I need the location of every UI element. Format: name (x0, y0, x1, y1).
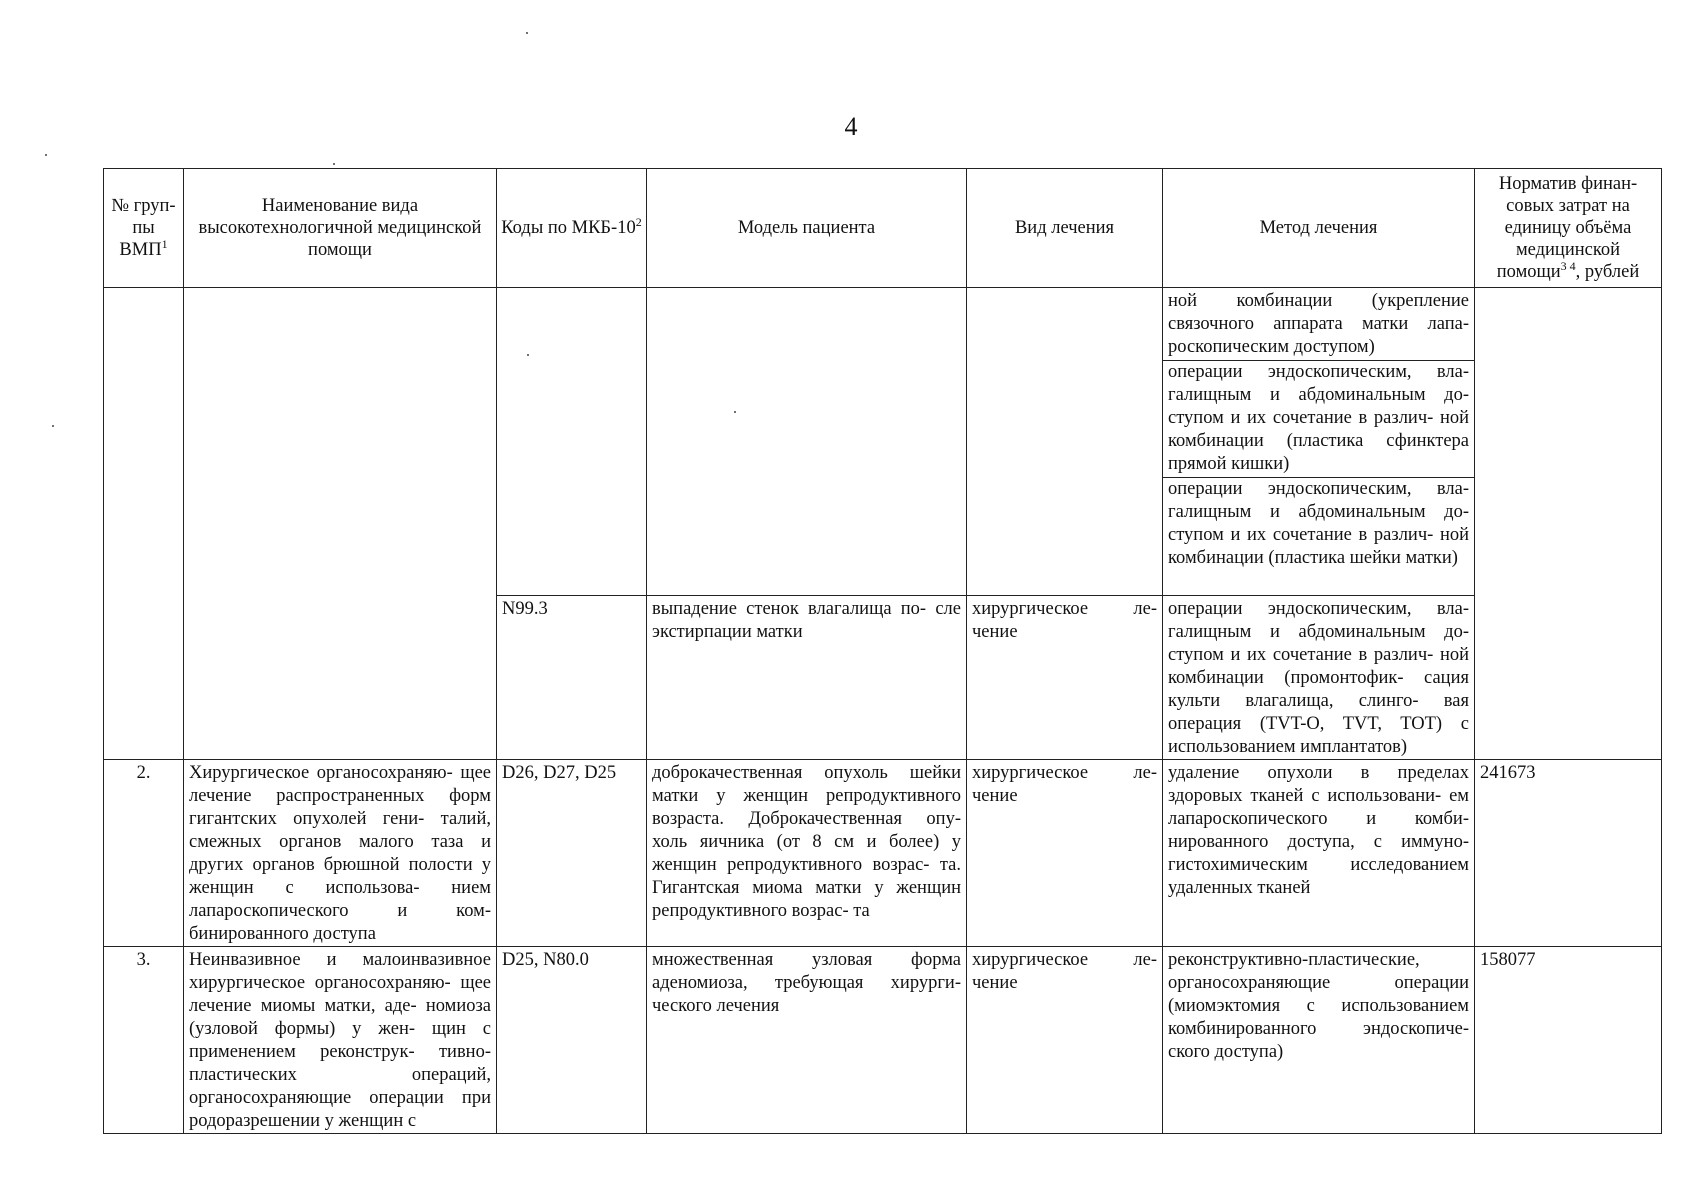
cell-name: Хирургическое органосохраняю- щее лечение распространенных форм гигантских опухолей гени- талий, смежных органов малого таза и других органов брюшной полости у женщин с использова- нием лапароскопического и ком- бинированного доступа (184, 760, 497, 947)
cell-codes (497, 288, 647, 596)
cell-group-number (104, 288, 184, 760)
header-method: Метод лечения (1163, 169, 1475, 288)
scan-speck (45, 154, 47, 156)
cell-codes: D26, D27, D25 (497, 760, 647, 947)
header-cost: Норматив финан- совых затрат на единицу объёма медицинской помощи$^{3 4}$, рублей (1475, 169, 1662, 288)
cell-name: Неинвазивное и малоинвазивное хирургическое органосохраняю- щее лечение миомы матки, аде- номиоза (узловой формы) у жен- щин с применением реконструк- тивно-пластических операций, органосохраняющие операции при родоразрешении у женщин с (184, 947, 497, 1134)
cell-method: реконструктивно-пластические, органосохраняющие операции (миомэктомия с использованием комбинированного эндоскопиче- ского доступа) (1163, 947, 1475, 1134)
scan-speck (52, 425, 54, 427)
cell-model: множественная узловая форма аденомиоза, требующая хирурги- ческого лечения (647, 947, 967, 1134)
cell-model (647, 288, 967, 596)
table-row (104, 760, 1662, 947)
header-treatment-type: Вид лечения (967, 169, 1163, 288)
scan-speck (333, 163, 335, 165)
cell-codes: N99.3 (497, 596, 647, 760)
cell-method: операции эндоскопическим, вла- галищным и абдоминальным до- ступом и их сочетание в различ- ной комбинации (промонтофик- сация культи влагалища, слинго- вая операция (TVT-O, TVT, TOT) с использованием имплантатов) (1163, 596, 1475, 760)
cell-name (184, 288, 497, 760)
cell-method (1163, 288, 1475, 596)
header-codes: Коды по МКБ-$10^2$ (497, 169, 647, 288)
cell-group-number: 3. (104, 947, 184, 1134)
cell-cost: 158077 (1475, 947, 1662, 1134)
page-number: 4 (844, 112, 858, 141)
table-row-continuation (104, 288, 1662, 596)
cell-codes: D25, N80.0 (497, 947, 647, 1134)
cell-treatment-type: хирургическое ле- чение (967, 947, 1163, 1134)
cell-treatment-type (967, 288, 1163, 596)
cell-model: выпадение стенок влагалища по- сле экстирпации матки (647, 596, 967, 760)
cell-cost (1475, 288, 1662, 760)
header-name: Наименование вида высокотехнологичной медицинской помощи (184, 169, 497, 288)
cell-treatment-type: хирургическое ле- чение (967, 596, 1163, 760)
scan-speck (526, 32, 528, 34)
table-header-row (104, 169, 1662, 288)
method-entry: операции эндоскопическим, вла- галищным и абдоминальным до- ступом и их сочетание в различ- ной комбинации (пластика шейки матки) (1163, 477, 1474, 571)
vmp-table (103, 168, 1662, 1134)
cell-method: удаление опухоли в пределах здоровых тканей с использовани- ем лапароскопического и комби- нированного доступа, с иммуно- гистохимическим исследованием удаленных тканей (1163, 760, 1475, 947)
table-row (104, 947, 1662, 1134)
cell-model: доброкачественная опухоль шейки матки у женщин репродуктивного возраста. Доброкачественная опу- холь яичника (от 8 см и более) у женщин репродуктивного возрас- та. Гигантская миома матки у женщин репродуктивного возрас- та (647, 760, 967, 947)
header-patient-model: Модель пациента (647, 169, 967, 288)
method-entry: операции эндоскопическим, вла- галищным и абдоминальным до- ступом и их сочетание в различ- ной комбинации (пластика сфинктера прямой кишки) (1163, 360, 1474, 477)
cell-group-number: 2. (104, 760, 184, 947)
method-entry: ной комбинации (укрепление связочного аппарата матки лапа- роскопическим доступом) (1168, 291, 1469, 357)
header-group-number: № груп- пы ВМП$^1$ (104, 169, 184, 288)
cell-cost: 241673 (1475, 760, 1662, 947)
cell-treatment-type: хирургическое ле- чение (967, 760, 1163, 947)
